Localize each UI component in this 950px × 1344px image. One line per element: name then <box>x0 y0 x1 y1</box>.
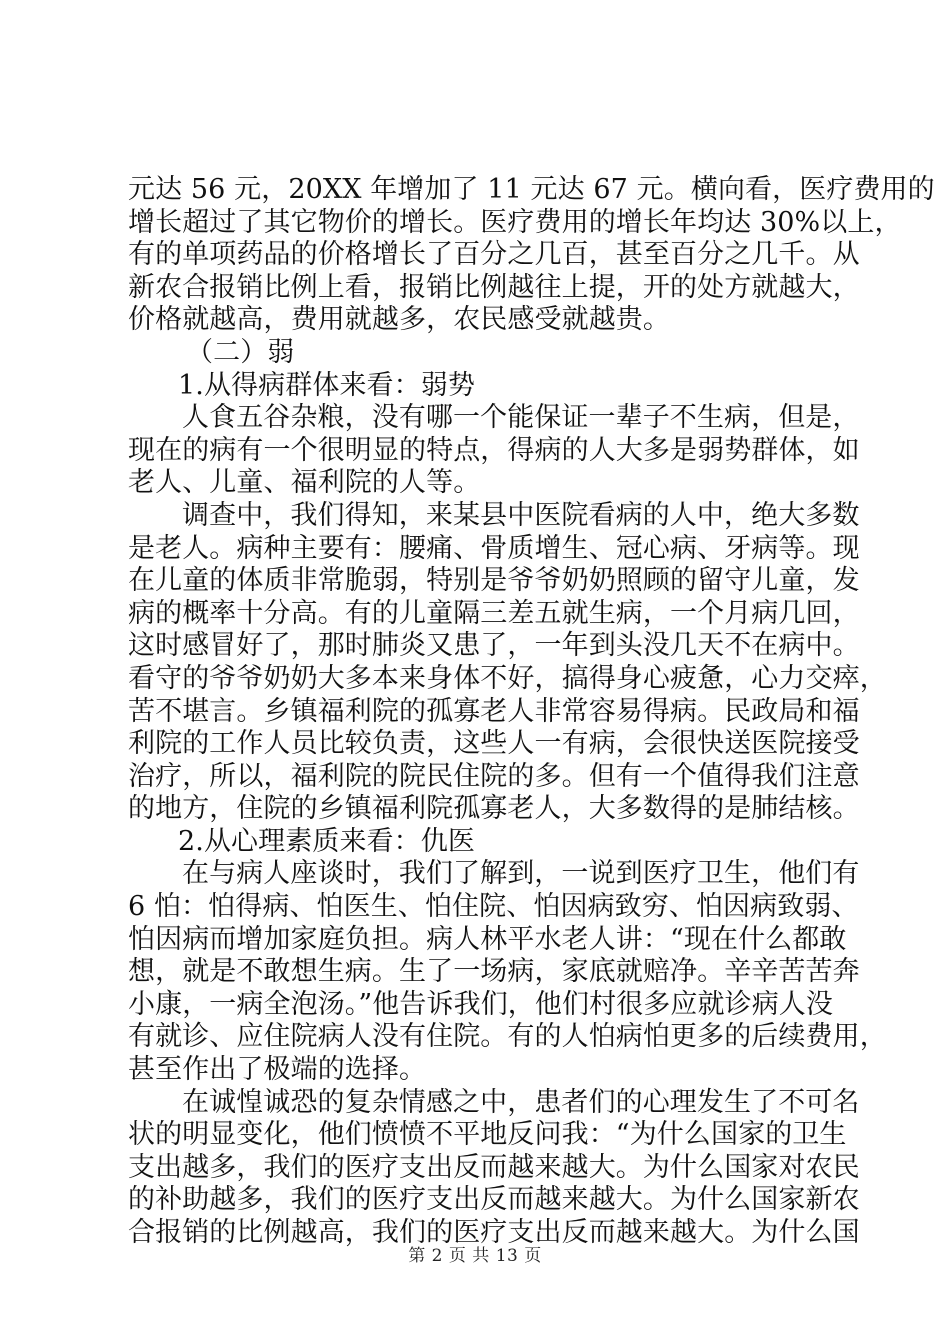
document-body <box>128 174 935 1250</box>
text-line: 的补助越多，我们的医疗支出反而越来越大。为什么国家新农 <box>128 1184 860 1216</box>
text-line: 合报销的比例越高，我们的医疗支出反而越来越大。为什么国 <box>128 1217 860 1248</box>
text-line: 小康，一病全泡汤。”他告诉我们，他们村很多应就诊病人没 <box>128 988 834 1020</box>
text-line: 状的明显变化，他们愤愤不平地反问我：“为什么国家的卫生 <box>128 1119 847 1151</box>
text-line: 怕因病而增加家庭负担。病人林平水老人讲：“现在什么都敢 <box>128 923 847 955</box>
text-line: 价格就越高，费用就越多，农民感受就越贵。 <box>128 304 670 336</box>
text-line: 的地方，住院的乡镇福利院孤寡老人，大多数得的是肺结核。 <box>128 793 860 825</box>
text-line: 有的单项药品的价格增长了百分之几百，甚至百分之几千。从 <box>128 239 860 271</box>
text-line: 元达 56 元，20XX 年增加了 11 元达 67 元。横向看，医疗费用的 <box>128 174 935 205</box>
text-line: 苦不堪言。乡镇福利院的孤寡老人非常容易得病。民政局和福 <box>128 695 860 727</box>
subsection-heading: 1.从得病群体来看：弱势 <box>178 369 475 401</box>
text-line: 有就诊、应住院病人没有住院。有的人怕病怕更多的后续费用， <box>128 1021 887 1053</box>
text-line: 支出越多，我们的医疗支出反而越来越大。为什么国家对农民 <box>128 1151 860 1183</box>
section-heading: （二）弱 <box>186 336 295 368</box>
paragraph-first-line: 人食五谷杂粮，没有哪一个能保证一辈子不生病，但是， <box>182 402 860 434</box>
subsection-heading: 2.从心理素质来看：仇医 <box>178 825 475 857</box>
text-line: 是老人。病种主要有：腰痛、骨质增生、冠心病、牙病等。现 <box>128 532 860 564</box>
text-line: 病的概率十分高。有的儿童隔三差五就生病，一个月病几回， <box>128 597 860 629</box>
paragraph-first-line: 在诚惶诚恐的复杂情感之中，患者们的心理发生了不可名 <box>182 1086 860 1118</box>
text-line: 甚至作出了极端的选择。 <box>128 1054 427 1086</box>
text-line: 现在的病有一个很明显的特点，得病的人大多是弱势群体，如 <box>128 434 860 466</box>
paragraph-first-line: 调查中，我们得知，来某县中医院看病的人中，绝大多数 <box>182 499 860 531</box>
text-line: 6 怕：怕得病、怕医生、怕住院、怕因病致穷、怕因病致弱、 <box>128 891 859 923</box>
page-footer: 第 2 页 共 13 页 <box>408 1246 542 1266</box>
text-line: 这时感冒好了，那时肺炎又患了，一年到头没几天不在病中。 <box>128 630 860 662</box>
text-line: 利院的工作人员比较负责，这些人一有病，会很快送医院接受 <box>128 728 860 760</box>
text-line: 增长超过了其它物价的增长。医疗费用的增长年均达 30%以上， <box>128 206 902 238</box>
text-line: 老人、儿童、福利院的人等。 <box>128 467 481 499</box>
paragraph-first-line: 在与病人座谈时，我们了解到，一说到医疗卫生，他们有 <box>182 858 860 890</box>
text-line: 新农合报销比例上看，报销比例越往上提，开的处方就越大， <box>128 271 860 303</box>
text-line: 看守的爷爷奶奶大多本来身体不好，搞得身心疲惫，心力交瘁， <box>128 662 887 694</box>
text-line: 想，就是不敢想生病。生了一场病，家底就赔净。辛辛苦苦奔 <box>128 956 860 988</box>
text-line: 在儿童的体质非常脆弱，特别是爷爷奶奶照顾的留守儿童，发 <box>128 565 860 597</box>
text-line: 治疗，所以，福利院的院民住院的多。但有一个值得我们注意 <box>128 760 860 792</box>
